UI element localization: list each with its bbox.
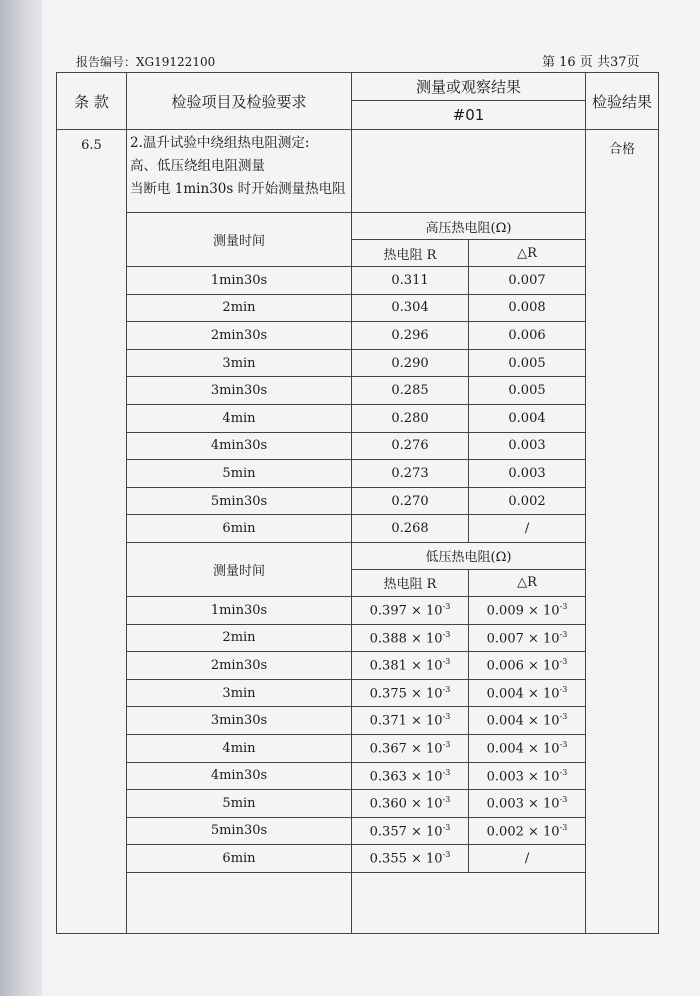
exp-power: -3 <box>559 602 568 612</box>
value-number: 0.003 <box>486 768 524 784</box>
requirement-line: 高、低压绕组电阻测量 <box>130 158 265 174</box>
exp-power: -3 <box>559 712 568 722</box>
exp-base: × 10 <box>406 796 443 812</box>
resistance-value <box>352 790 469 818</box>
table-row <box>57 294 659 322</box>
resistance-value <box>352 817 469 845</box>
delta-value <box>469 845 586 873</box>
delta-value <box>469 679 586 707</box>
hv-title: 高压热电阻(Ω) <box>352 213 586 240</box>
page-info: 第 16 页 共37页 <box>542 55 640 70</box>
delta-value <box>469 487 586 515</box>
delta-value <box>469 596 586 624</box>
table-row <box>57 349 659 377</box>
table-row <box>57 734 659 762</box>
measure-time: 2min <box>127 624 352 652</box>
table-row <box>57 432 659 460</box>
delta-value <box>469 404 586 432</box>
exp-base: × 10 <box>523 630 560 646</box>
table-row <box>57 817 659 845</box>
resistance-value <box>352 322 469 350</box>
value-number: 0.007 <box>508 272 546 288</box>
exp-power: -3 <box>442 795 451 805</box>
measure-time: 2min30s <box>127 652 352 680</box>
resistance-value <box>352 707 469 735</box>
exp-power: -3 <box>442 767 451 777</box>
value-number: 0.381 <box>369 658 407 674</box>
delta-value <box>469 432 586 460</box>
result-header: 检验结果 <box>586 73 659 130</box>
measure-time: 4min30s <box>127 432 352 460</box>
measure-time: 2min <box>127 294 352 322</box>
value-number: 0.009 <box>486 603 524 619</box>
table-row <box>57 460 659 488</box>
exp-power: -3 <box>442 629 451 639</box>
value-number: 0.003 <box>508 438 546 454</box>
hv-title-row <box>57 213 659 240</box>
blank-cell <box>352 872 586 933</box>
table-row <box>57 762 659 790</box>
delta-value <box>469 762 586 790</box>
exp-base: × 10 <box>406 713 443 729</box>
resistance-value <box>352 762 469 790</box>
resistance-value <box>352 624 469 652</box>
measure-time: 3min30s <box>127 707 352 735</box>
exp-power: -3 <box>559 629 568 639</box>
table-row <box>57 377 659 405</box>
value-number: 0.371 <box>369 713 407 729</box>
exp-power: -3 <box>559 684 568 694</box>
exp-base: × 10 <box>523 741 560 757</box>
resistance-value <box>352 679 469 707</box>
resistance-value <box>352 432 469 460</box>
value-number: 0.355 <box>369 851 407 867</box>
requirement-line: 当断电 1min30s 时开始测量热电阻 <box>130 181 346 197</box>
lv-col-dr: △R <box>469 569 586 596</box>
value-number: 0.005 <box>508 383 546 399</box>
inspection-table <box>56 72 659 934</box>
exp-base: × 10 <box>406 741 443 757</box>
lv-col-r: 热电阻 R <box>352 569 469 596</box>
table-row <box>57 624 659 652</box>
measure-time: 1min30s <box>127 267 352 295</box>
delta-value <box>469 652 586 680</box>
delta-value <box>469 734 586 762</box>
value-number: 0.004 <box>486 741 524 757</box>
measure-time: 3min30s <box>127 377 352 405</box>
delta-value <box>469 707 586 735</box>
value-number: 0.268 <box>391 521 429 537</box>
exp-power: -3 <box>559 657 568 667</box>
blank-cell <box>352 130 586 213</box>
exp-base: × 10 <box>523 603 560 619</box>
value-number: 0.004 <box>486 713 524 729</box>
table-row <box>57 679 659 707</box>
value-number: 0.304 <box>391 300 429 316</box>
value-number: 0.290 <box>391 355 429 371</box>
resistance-value <box>352 845 469 873</box>
value-number: 0.002 <box>508 493 546 509</box>
value-number: 0.285 <box>391 383 429 399</box>
resistance-value <box>352 515 469 543</box>
items-header: 检验项目及检验要求 <box>127 73 352 130</box>
exp-power: -3 <box>442 684 451 694</box>
value-number: 0.397 <box>369 603 407 619</box>
table-row <box>57 596 659 624</box>
resistance-value <box>352 377 469 405</box>
value-number: / <box>524 851 530 867</box>
value-number: 0.003 <box>508 465 546 481</box>
report-number: 报告编号：XG19122100 <box>76 55 216 69</box>
table-row <box>57 404 659 432</box>
measure-time: 6min <box>127 515 352 543</box>
hv-col-r: 热电阻 R <box>352 240 469 267</box>
resistance-value <box>352 652 469 680</box>
resistance-value <box>352 404 469 432</box>
lv-title-row <box>57 542 659 569</box>
clause-number: 6.5 <box>57 130 127 934</box>
exp-power: -3 <box>442 822 451 832</box>
exp-power: -3 <box>442 850 451 860</box>
value-number: / <box>524 521 530 537</box>
value-number: 0.003 <box>486 796 524 812</box>
resistance-value <box>352 267 469 295</box>
exp-power: -3 <box>559 822 568 832</box>
exp-base: × 10 <box>523 824 560 840</box>
measure-time: 4min30s <box>127 762 352 790</box>
delta-value <box>469 267 586 295</box>
result-value: 合格 <box>586 130 659 934</box>
delta-value <box>469 515 586 543</box>
exp-base: × 10 <box>523 686 560 702</box>
exp-power: -3 <box>559 740 568 750</box>
resistance-value <box>352 734 469 762</box>
value-number: 0.357 <box>369 824 407 840</box>
hv-col-dr: △R <box>469 240 586 267</box>
exp-base: × 10 <box>406 603 443 619</box>
measure-time: 5min <box>127 790 352 818</box>
clause-header: 条 款 <box>57 73 127 130</box>
exp-base: × 10 <box>523 796 560 812</box>
table-row <box>57 487 659 515</box>
measure-time: 5min30s <box>127 817 352 845</box>
exp-power: -3 <box>442 712 451 722</box>
measure-time: 4min <box>127 404 352 432</box>
lv-time-label: 测量时间 <box>127 542 352 596</box>
report-number-value: XG19122100 <box>136 55 216 69</box>
value-number: 0.367 <box>369 741 407 757</box>
delta-value <box>469 817 586 845</box>
value-number: 0.280 <box>391 410 429 426</box>
table-row <box>57 652 659 680</box>
resistance-value <box>352 294 469 322</box>
value-number: 0.004 <box>508 410 546 426</box>
blank-cell <box>127 872 352 933</box>
measure-time: 1min30s <box>127 596 352 624</box>
measure-time: 5min30s <box>127 487 352 515</box>
measure-time: 3min <box>127 349 352 377</box>
measure-time: 2min30s <box>127 322 352 350</box>
exp-base: × 10 <box>406 851 443 867</box>
delta-value <box>469 294 586 322</box>
measure-time: 4min <box>127 734 352 762</box>
value-number: 0.311 <box>391 272 429 288</box>
table-row <box>57 790 659 818</box>
exp-base: × 10 <box>406 824 443 840</box>
table-row <box>57 322 659 350</box>
value-number: 0.360 <box>369 796 407 812</box>
table-row <box>57 707 659 735</box>
value-number: 0.273 <box>391 465 429 481</box>
measurement-header: 测量或观察结果 <box>352 73 586 101</box>
sample-header: #01 <box>352 101 586 130</box>
exp-base: × 10 <box>406 658 443 674</box>
delta-value <box>469 624 586 652</box>
delta-value <box>469 377 586 405</box>
exp-base: × 10 <box>406 686 443 702</box>
resistance-value <box>352 596 469 624</box>
lv-title: 低压热电阻(Ω) <box>352 542 586 569</box>
value-number: 0.006 <box>508 327 546 343</box>
resistance-value <box>352 349 469 377</box>
value-number: 0.276 <box>391 438 429 454</box>
measure-time: 6min <box>127 845 352 873</box>
value-number: 0.002 <box>486 824 524 840</box>
exp-base: × 10 <box>523 768 560 784</box>
requirement-text <box>127 130 352 213</box>
exp-power: -3 <box>442 602 451 612</box>
value-number: 0.008 <box>508 300 546 316</box>
value-number: 0.006 <box>486 658 524 674</box>
value-number: 0.007 <box>486 630 524 646</box>
delta-value <box>469 790 586 818</box>
measure-time: 5min <box>127 460 352 488</box>
resistance-value <box>352 460 469 488</box>
exp-base: × 10 <box>523 658 560 674</box>
hv-time-label: 测量时间 <box>127 213 352 267</box>
value-number: 0.296 <box>391 327 429 343</box>
delta-value <box>469 460 586 488</box>
value-number: 0.004 <box>486 686 524 702</box>
value-number: 0.388 <box>369 630 407 646</box>
exp-base: × 10 <box>406 630 443 646</box>
exp-base: × 10 <box>523 713 560 729</box>
exp-power: -3 <box>442 657 451 667</box>
resistance-value <box>352 487 469 515</box>
measure-time: 3min <box>127 679 352 707</box>
value-number: 0.363 <box>369 768 407 784</box>
blank-row <box>57 872 659 933</box>
value-number: 0.375 <box>369 686 407 702</box>
exp-power: -3 <box>442 740 451 750</box>
value-number: 0.270 <box>391 493 429 509</box>
delta-value <box>469 322 586 350</box>
value-number: 0.005 <box>508 355 546 371</box>
table-row <box>57 845 659 873</box>
exp-power: -3 <box>559 767 568 777</box>
table-row <box>57 267 659 295</box>
delta-value <box>469 349 586 377</box>
table-row <box>57 515 659 543</box>
binding-edge <box>0 0 42 996</box>
requirement-line: 2.温升试验中绕组热电阻测定: <box>130 135 310 151</box>
exp-power: -3 <box>559 795 568 805</box>
exp-base: × 10 <box>406 768 443 784</box>
